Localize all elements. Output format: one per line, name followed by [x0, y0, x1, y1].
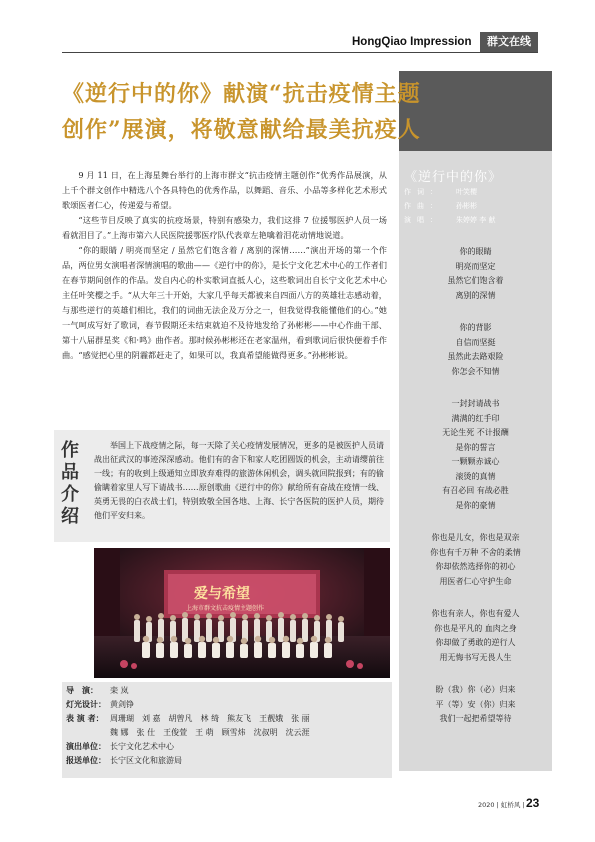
- lyric-line: 你却做了勇敢的逆行人: [435, 638, 516, 647]
- lyric-line: 你的眼睛: [459, 247, 492, 256]
- credit-director: 导 演： 栾 岚: [66, 686, 129, 695]
- credit-performers: 表 演 者： 周珊瑚 刘 嘉 胡曾凡 林 绮 熊友飞 王靓娥 张 丽: [66, 714, 310, 723]
- lyrics-credit-singers: 演唱： 朱婷婷 李 献: [404, 216, 496, 224]
- lyric-line: 一颗颗赤诚心: [451, 457, 500, 466]
- body-paragraph: 9 月 11 日，在上海星舞台举行的上海市群文“抗击疫情主题创作”优秀作品展演，从上千个群文创作中精选八个各具特色的优秀作品，以舞蹈、音乐、小品等多样化艺术形式歌颂医者仁心，传递爱与希望。: [62, 170, 387, 210]
- lyric-line: 是你的豪情: [455, 500, 496, 510]
- body-paragraph: “你的眼睛 / 明亮而坚定 / 虽然它们饱含着 / 离别的深情……”演出开场的第一个作品，两位男女演唱者深情演唱的歌曲——《逆行中的你》，是长宁文化艺术中心的工作者们在春节期间创作的作品。发自内心的朴实歌词直抵人心，这些歌词出自长宁文化艺术中心主任叶笑樱之手。“从大年三十开始，大家几乎每天都被来自四面八方的英雄壮志感动着，与那些逆行的英雄们相比，我们的词曲无法企及万分之一，但我觉得我能懂他们的心。”她一气呵成写好了歌词，春节假期还未结束就迫不及待地发给了孙彬彬——中心作曲干部、第十八届群星奖《和·鸣》曲作者。那时候孙彬彬还在老家温州，看到歌词后很快便着手作曲。“感觉把心里的阴霾都赶走了，如果可以，我真希望能做得更多。”孙彬彬说。: [62, 245, 387, 360]
- lyric-line: 离别的深情: [455, 290, 496, 300]
- page-number: 23: [526, 796, 540, 810]
- lyric-line: 用医者仁心守护生命: [439, 576, 512, 586]
- lyric-line: 无论生死 不计报酬: [442, 428, 509, 437]
- lyric-line: 你也是儿女，你也是双亲: [431, 533, 520, 542]
- article-body: [62, 168, 387, 363]
- lyric-line: 我们一起把希望等待: [439, 714, 512, 723]
- lyric-line: 你也有千万种 不舍的柔情: [430, 547, 521, 557]
- lyric-line: 你也有亲人，你也有爱人: [431, 609, 520, 618]
- lyric-line: 你的背影: [459, 323, 492, 332]
- work-intro-label: 作 品 介 绍: [61, 440, 79, 527]
- lyrics-credit-lyricist: 作词： 叶笑樱: [404, 188, 477, 196]
- lyrics-title: 《逆行中的你》: [404, 170, 503, 185]
- lyric-line: 平（等）安（你）归来: [435, 699, 516, 709]
- lyric-line: 你怎会不知情: [451, 366, 500, 376]
- lyric-line: 你却依然选择你的初心: [435, 562, 516, 571]
- stage-banner-subtitle: 上海市群文抗击疫情主题创作: [186, 605, 265, 612]
- headline-line-2: 创作”展演，将敬意献给最美抗疫人: [62, 117, 421, 143]
- lyric-line: 自信而坚挺: [455, 337, 496, 347]
- lyric-line: 虽然此去路艰险: [447, 352, 504, 361]
- lyrics-credit-composer: 作曲： 孙彬彬: [404, 202, 477, 210]
- lyric-line: 明亮而坚定: [455, 261, 496, 271]
- magazine-brand: HongQiao Impression: [352, 36, 472, 48]
- credit-lighting: 灯光设计： 黄剑铮: [66, 700, 134, 709]
- lyric-line: 你也是平凡的 血肉之身: [434, 623, 517, 633]
- header-divider: [62, 52, 538, 53]
- lyric-line: 是你的誓言: [455, 442, 496, 452]
- credit-performers-cont: 魏 娜 张 仕 王俊萱 王 萌 顾雪炜 沈叔明 沈云涯: [110, 728, 310, 737]
- credit-performing-unit: 演出单位： 长宁文化艺术中心: [66, 742, 174, 751]
- lyric-line: 虽然它们饱含着: [447, 276, 504, 285]
- lyric-line: 用无悔书写无畏人生: [439, 652, 512, 662]
- lyric-line: 一封封请战书: [451, 399, 500, 408]
- lyric-line: 有召必回 有战必胜: [442, 486, 509, 495]
- work-intro-text: 举国上下战疫情之际，每一天除了关心疫情发展情况，更多的是被医护人员请战出征武汉的事迹深深感动。他们有的舍下和家人吃团圆饭的机会，主动请缨前往一线；有的收到上级通知立即放弃难得的旅游休闲机会，调头就回院报到；有的偷偷瞒着家里人写下请战书……原创歌曲《逆行中的你》献给所有奋战在疫情一线、英勇无畏的白衣战士们，特别致敬全国各地、上海、长宁各医院的医护人员，期待他们平安归来。: [94, 441, 384, 520]
- credit-submitting-unit: 报送单位： 长宁区文化和旅游局: [66, 756, 182, 765]
- headline-line-1: 《逆行中的你》献演“抗击疫情主题: [62, 81, 421, 107]
- stage-photo: [94, 548, 390, 678]
- article-headline: [62, 76, 522, 148]
- lyric-line: 滚烫的真情: [455, 471, 496, 481]
- body-paragraph: “这些节目反映了真实的抗疫场景，特别有感染力，我们这排 7 位援鄂医护人员一场看就泪目了。”上海市第六人民医院援鄂医疗队代表章左艳噙着泪花动情地说道。: [62, 215, 387, 240]
- section-tag: 群文在线: [480, 32, 538, 52]
- lyric-line: 盼（我）你（必）归来: [435, 685, 516, 694]
- stage-banner-text: 爱与希望: [194, 586, 250, 602]
- lyric-line: 满满的红手印: [451, 413, 500, 423]
- issue-label: 2020 | 虹桥风 |: [478, 801, 525, 809]
